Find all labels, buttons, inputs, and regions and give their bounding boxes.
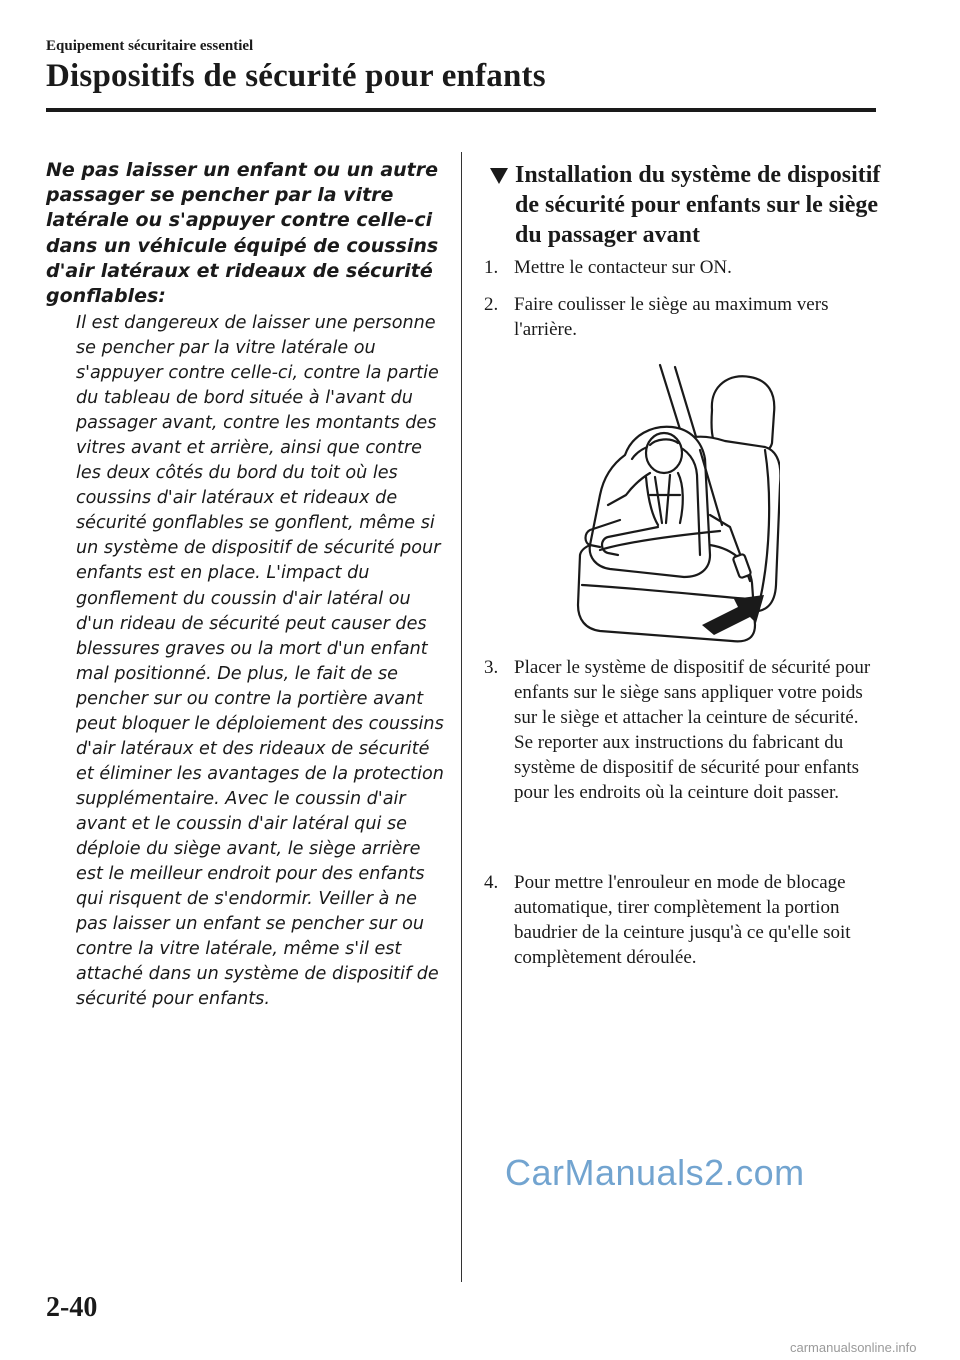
page-number: 2-40 bbox=[46, 1292, 98, 1323]
step-number: 2. bbox=[484, 294, 499, 315]
step-text: Placer le système de dispositif de sécurité pour enfants sur le siège sans appliquer votre poids sur le siège et attacher la ceinture de sécurité. Se reporter aux instructions du fabricant du système de dispositif de sécurité pour enfants pour les endroits où la ceinture doit passer. bbox=[514, 657, 871, 803]
step-number: 1. bbox=[484, 257, 499, 278]
child-seat-illustration bbox=[560, 355, 780, 645]
title-rule bbox=[46, 108, 876, 112]
warning-heading: Ne pas laisser un enfant ou un autre passager se pencher par la vitre latérale ou s'appuyer contre celle-ci dans un véhicule équipé de coussins d'air latéraux et rideaux de sécurité gonflables: bbox=[46, 159, 439, 308]
step-number: 4. bbox=[484, 872, 499, 893]
step-text: Faire coulisser le siège au maximum vers l'arrière. bbox=[514, 294, 829, 340]
section-label: Equipement sécuritaire essentiel bbox=[46, 38, 254, 54]
step-number: 3. bbox=[484, 657, 499, 678]
column-divider bbox=[461, 152, 462, 1282]
warning-body-text: Il est dangereux de laisser une personne se pencher par la vitre latérale ou s'appuyer contre celle-ci, contre la partie du tableau de bord située à l'avant du passager avant, contre les montants des vitres avant et arrière, ainsi que contre les deux côtés du bord du toit où les coussins d'air latéraux et rideaux de sécurité gonflables se gonflent, même si un système de dispositif de sécurité pour enfants est en place. L'impact du gonflement du coussin d'air latéral ou d'un rideau de sécurité peut causer des blessures graves ou la mort d'un enfant mal positionné. De plus, le fait de se pencher sur ou contre la portière avant peut bloquer le déploiement des coussins d'air latéraux et des rideaux de sécurité et éliminer les avantages de la protection supplémentaire. Avec le coussin d'air avant et le coussin d'air latéral qui se déploie du siège avant, le siège arrière est le meilleur endroit pour des enfants qui risquent de s'endormir. Veiller à ne pas laisser un enfant se pencher sur ou contre la vitre latérale, même s'il est attaché dans un système de dispositif de sécurité pour enfants. bbox=[76, 313, 444, 1010]
footer-site: carmanualsonline.info bbox=[790, 1340, 917, 1355]
section-heading-text: Installation du système de dispositif de sécurité pour enfants sur le siège du passager avant bbox=[515, 162, 881, 248]
watermark: CarManuals2.com bbox=[505, 1152, 805, 1193]
step-text: Pour mettre l'enrouleur en mode de blocage automatique, tirer complètement la portion baudrier de la ceinture jusqu'à ce qu'elle soit complètement déroulée. bbox=[514, 872, 851, 968]
page-title: Dispositifs de sécurité pour enfants bbox=[46, 58, 546, 94]
warning-body bbox=[76, 311, 446, 1012]
step-text: Mettre le contacteur sur ON. bbox=[514, 257, 732, 278]
triangle-bullet-icon bbox=[490, 168, 508, 184]
